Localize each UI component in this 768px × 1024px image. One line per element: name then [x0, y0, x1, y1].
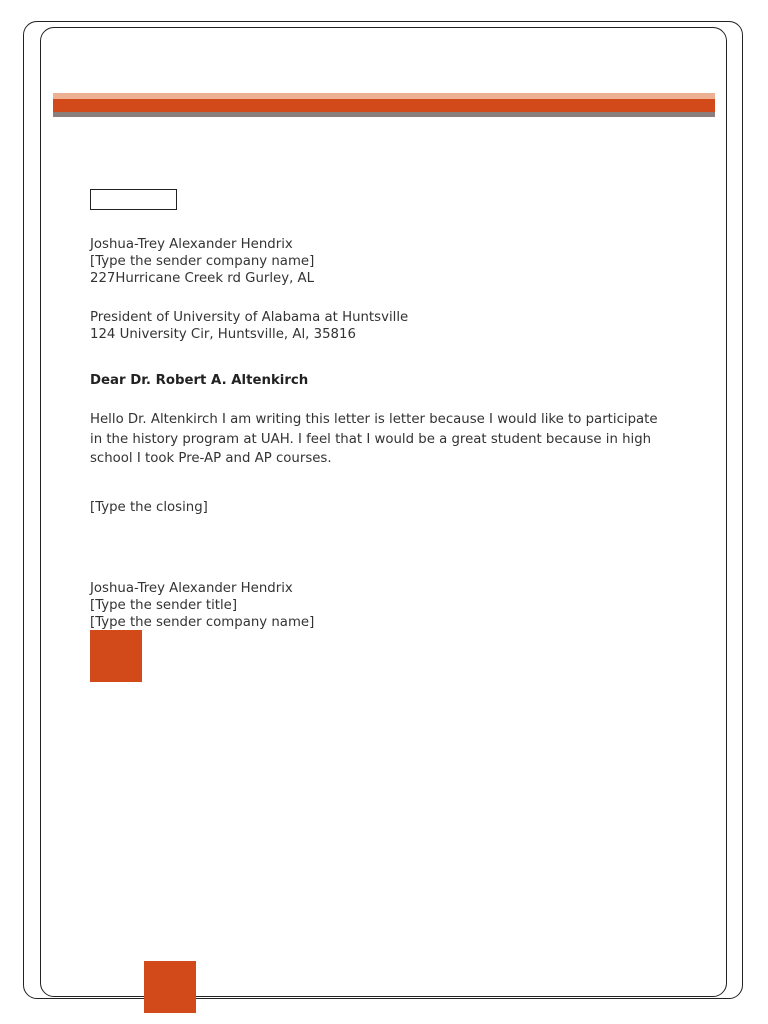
sender-name: Joshua-Trey Alexander Hendrix	[90, 237, 293, 252]
accent-square-signature	[90, 630, 142, 682]
header-band-accent	[53, 99, 715, 112]
signature-block	[90, 580, 314, 631]
closing: [Type the closing]	[90, 500, 208, 515]
sender-company: [Type the sender company name]	[90, 254, 315, 269]
signature-title: [Type the sender title]	[90, 598, 238, 613]
salutation: Dear Dr. Robert A. Altenkirch	[90, 373, 309, 388]
signature-company: [Type the sender company name]	[90, 615, 315, 630]
letter-body: Hello Dr. Altenkirch I am writing this letter is letter because I would like to participate in the history program at UAH. I feel that I would be a great student because in high school I took Pre-AP and AP courses.	[90, 412, 658, 466]
recipient-address: 124 University Cir, Huntsville, Al, 35816	[90, 327, 356, 342]
date-field[interactable]	[90, 189, 177, 210]
recipient-block	[90, 309, 408, 343]
signature-name: Joshua-Trey Alexander Hendrix	[90, 581, 293, 596]
header-band-gray	[53, 112, 715, 117]
recipient-title: President of University of Alabama at Huntsville	[90, 310, 409, 325]
sender-address: 227Hurricane Creek rd Gurley, AL	[90, 271, 315, 286]
accent-square-footer	[144, 961, 196, 1013]
sender-block	[90, 236, 314, 287]
